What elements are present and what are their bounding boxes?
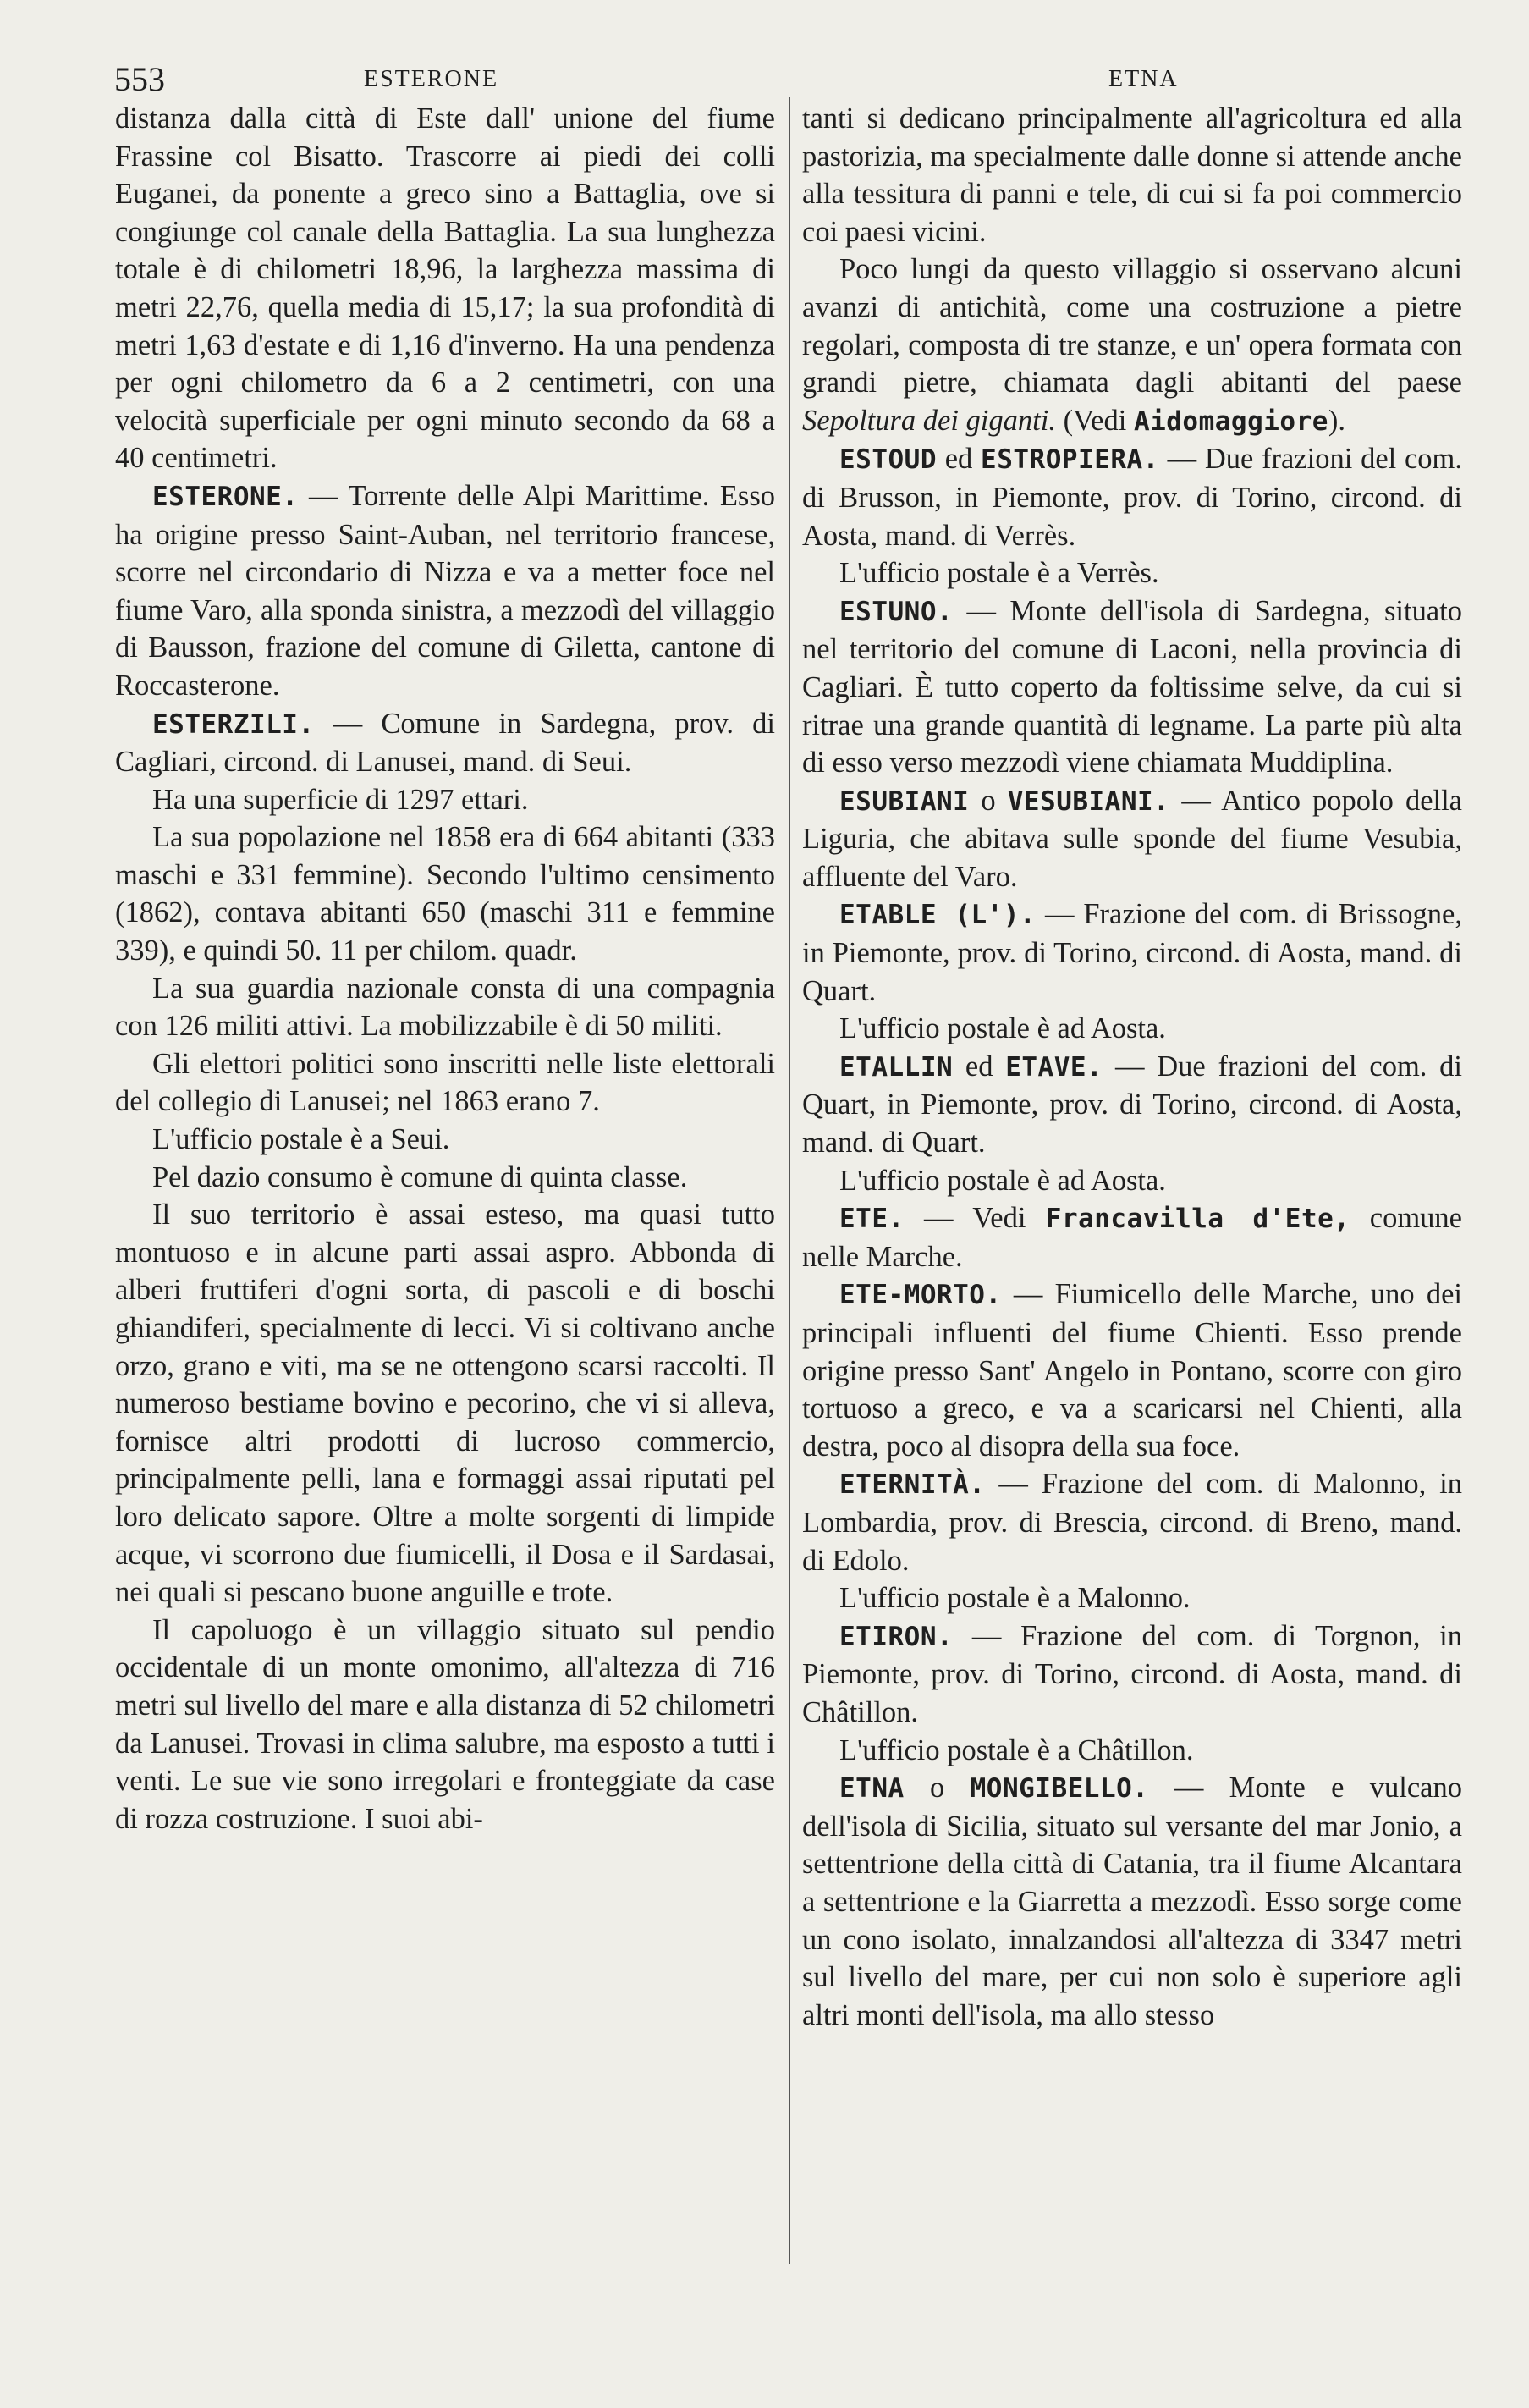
entry-paragraph (802, 1199, 1462, 1276)
left-column (115, 100, 775, 1838)
body-text: ). (1328, 404, 1346, 437)
body-text: Gli elettori politici sono inscritti nelle liste elettorali del collegio di Lanusei; nel 1863 erano 7. (115, 1047, 775, 1118)
page-header (0, 59, 1529, 102)
entry-headword: ESTERZILI. (152, 708, 315, 740)
entry-paragraph (802, 1732, 1462, 1770)
entry-paragraph (802, 1465, 1462, 1579)
entry-headword: ETAVE. (1005, 1051, 1103, 1083)
entry-headword: ETIRON. (839, 1621, 954, 1652)
entry-paragraph (802, 554, 1462, 592)
entry-headword: ETERNITÀ. (839, 1469, 986, 1501)
page-number: 553 (114, 60, 165, 98)
body-text: L'ufficio postale è a Malonno. (839, 1582, 1191, 1615)
entry-headword: ESUBIANI (839, 785, 970, 817)
body-text: ed (953, 1050, 1006, 1083)
entry-paragraph (802, 782, 1462, 896)
body-text: L'ufficio postale è a Châtillon. (839, 1733, 1194, 1766)
body-text: Pel dazio consumo è comune di quinta classe. (152, 1160, 688, 1193)
entry-paragraph (802, 592, 1462, 782)
body-text: L'ufficio postale è ad Aosta. (839, 1012, 1166, 1045)
entry-paragraph (115, 781, 775, 819)
entry-paragraph (802, 440, 1462, 554)
entry-headword: ESTOUD (839, 444, 937, 476)
entry-paragraph (802, 1048, 1462, 1162)
body-text: tanti si dedicano principalmente all'agricoltura ed alla pastorizia, ma specialmente dalle donne si attende anche alla tessitura di panni e tele, di cui si fa poi commercio coi paesi vicini. (802, 102, 1462, 248)
entry-headword: ETALLIN (839, 1051, 954, 1083)
entry-headword: ETABLE (L'). (839, 900, 1037, 931)
entry-paragraph (115, 1196, 775, 1612)
body-text: ed (936, 443, 982, 476)
body-text: Il capoluogo è un villaggio situato sul pendio occidentale di un monte omonimo, all'altezza di 716 metri sul livello del mare e alla distanza di 52 chilometri da Lanusei. Trovasi in clima salubre, ma esposto a tutti i venti. Le sue vie sono irregolari e fronteggiate da case di rozza costruzione. I suoi abi- (115, 1613, 775, 1835)
entry-headword: MONGIBELLO. (970, 1773, 1149, 1805)
entry-headword: ESTUNO. (839, 596, 954, 627)
entry-headword: ETNA (839, 1773, 905, 1805)
body-text: — Frazione del com. di Brissogne, in Piemonte, prov. di Torino, circond. di Aosta, mand. di Quart. (802, 898, 1462, 1007)
entry-paragraph (115, 477, 775, 705)
body-text: Ha una superficie di 1297 ettari. (152, 783, 529, 816)
body-text: — Frazione del com. di Torgnon, in Piemonte, prov. di Torino, circond. di Aosta, mand. di Châtillon. (802, 1619, 1462, 1728)
entry-paragraph (802, 251, 1462, 440)
entry-paragraph (115, 818, 775, 969)
entry-paragraph (115, 970, 775, 1045)
body-text: — Comune in Sardegna, prov. di Cagliari, circond. di Lanusei, mand. di Seui. (115, 707, 775, 779)
entry-paragraph (115, 1612, 775, 1838)
body-text: L'ufficio postale è a Verrès. (839, 557, 1159, 590)
entry-headword: VESUBIANI. (1007, 785, 1170, 817)
body-text: Il suo territorio è assai esteso, ma quasi tutto montuoso e in alcune parti assai aspro. Abbonda di alberi fruttiferi d'ogni sorta, di pascoli e di boschi ghiandiferi, specialmente di lecci. Vi si coltivano anche orzo, grano e viti, ma se ne ottengono scarsi raccolti. Il numeroso bestiame bovino e pecorino, che vi si alleva, fornisce altri prodotti di lucroso commercio, principalmente pelli, lana e formaggi assai riputati pel loro delicato sapore. Oltre a molte sorgenti di limpide acque, vi scorrono due fiumicelli, il Dosa e il Sardasai, nei quali si pescano buone anguille e trote. (115, 1198, 775, 1609)
body-text: — Monte e vulcano dell'isola di Sicilia, situato sul versante del mar Jonio, a settentrione della città di Catania, tra il fiume Alcantara a settentrione e la Giarretta a mezzodì. Esso sorge come un cono isolato, innalzandosi all'altezza di 3347 metri sul livello del mare, per cui non solo è superiore agli altri monti dell'isola, ma allo stesso (802, 1772, 1462, 2031)
body-text: — Due frazioni del com. di Brusson, in Piemonte, prov. di Torino, circond. di Aosta, mand. di Verrès. (802, 443, 1462, 552)
body-text: La sua guardia nazionale consta di una compagnia con 126 militi attivi. La mobilizzabile è di 50 militi. (115, 972, 775, 1043)
body-text: — Frazione del com. di Malonno, in Lombardia, prov. di Brescia, circond. di Breno, mand. di Edolo. (802, 1468, 1462, 1577)
body-text: — Vedi (904, 1202, 1046, 1235)
body-text: o (969, 784, 1008, 817)
entry-paragraph (802, 100, 1462, 251)
entry-headword: Francavilla d'Ete, (1045, 1204, 1350, 1235)
entry-paragraph (115, 1159, 775, 1197)
right-running-head: ETNA (1108, 66, 1179, 92)
left-running-head: ESTERONE (364, 66, 499, 92)
body-text: (Vedi (1055, 404, 1134, 437)
body-text: L'ufficio postale è ad Aosta. (839, 1164, 1166, 1197)
entry-paragraph (802, 1769, 1462, 2034)
entry-paragraph (802, 895, 1462, 1010)
body-text: — Monte dell'isola di Sardegna, situato nel territorio del comune di Laconi, nella provincia di Cagliari. È tutto coperto da foltissime selve, da cui si ritrae una grande quantità di legname. La parte più alta di esso verso mezzodì viene chiamata Muddiplina. (802, 594, 1462, 780)
entry-paragraph (802, 1579, 1462, 1617)
right-column (802, 100, 1462, 2034)
body-text: La sua popolazione nel 1858 era di 664 abitanti (333 maschi e 331 femmine). Secondo l'ultimo censimento (1862), contava abitanti 650 (maschi 311 e femmine 339), e quindi 50. 11 per chilom. quadr. (115, 821, 775, 967)
entry-headword: ETE-MORTO. (839, 1280, 1002, 1311)
italic-text: Sepoltura dei giganti. (802, 404, 1056, 437)
entry-paragraph (115, 1121, 775, 1159)
entry-paragraph (802, 1010, 1462, 1048)
body-text: — Fiumicello delle Marche, uno dei principali influenti del fiume Chienti. Esso prende origine presso Sant' Angelo in Pontano, scorre con giro tortuoso a greco, e va a scaricarsi nel Chienti, alla destra, poco al disopra della sua foce. (802, 1278, 1462, 1463)
entry-paragraph (115, 705, 775, 781)
body-text: L'ufficio postale è a Seui. (152, 1123, 450, 1156)
body-text: o (904, 1772, 971, 1805)
entry-headword: ETE. (839, 1204, 905, 1235)
column-divider (789, 97, 790, 2264)
body-text: distanza dalla città di Este dall' unione del fiume Frassine col Bisatto. Trascorre ai piedi dei colli Euganei, da ponente a greco sino a Battaglia, ove si congiunge col canale della Battaglia. La sua lunghezza totale è di chilometri 18,96, la larghezza massima di metri 22,76, quella media di 15,17; la sua profondità di metri 1,63 d'estate e di 1,16 d'inverno. Ha una pendenza per ogni chilometro da 6 a 2 centimetri, con una velocità superficiale per ogni minuto secondo da 68 a 40 centimetri. (115, 102, 775, 475)
body-text: comune nelle Marche. (802, 1202, 1462, 1273)
entry-paragraph (802, 1617, 1462, 1732)
entry-paragraph (115, 1045, 775, 1121)
body-text: Poco lungi da questo villaggio si osservano alcuni avanzi di antichità, come una costruzione a pietre regolari, composta di tre stanze, e un' opera formata con grandi pietre, chiamata dagli abitanti del paese (802, 253, 1462, 399)
entry-headword: ESTERONE. (152, 481, 299, 512)
body-text: — Torrente delle Alpi Marittime. Esso ha origine presso Saint-Auban, nel territorio francese, scorre nel circondario di Nizza e va a metter foce nel fiume Varo, alla sponda sinistra, a mezzodì del villaggio di Bausson, frazione del comune di Giletta, cantone di Roccasterone. (115, 479, 775, 702)
entry-headword: ESTROPIERA. (981, 444, 1159, 476)
body-text: — Due frazioni del com. di Quart, in Piemonte, prov. di Torino, circond. di Aosta, mand. di Quart. (802, 1050, 1462, 1160)
entry-headword: Aidomaggiore (1133, 405, 1328, 437)
entry-paragraph (115, 100, 775, 477)
entry-paragraph (802, 1276, 1462, 1465)
body-text: — Antico popolo della Liguria, che abitava sulle sponde del fiume Vesubia, affluente del Varo. (802, 784, 1462, 893)
entry-paragraph (802, 1162, 1462, 1200)
